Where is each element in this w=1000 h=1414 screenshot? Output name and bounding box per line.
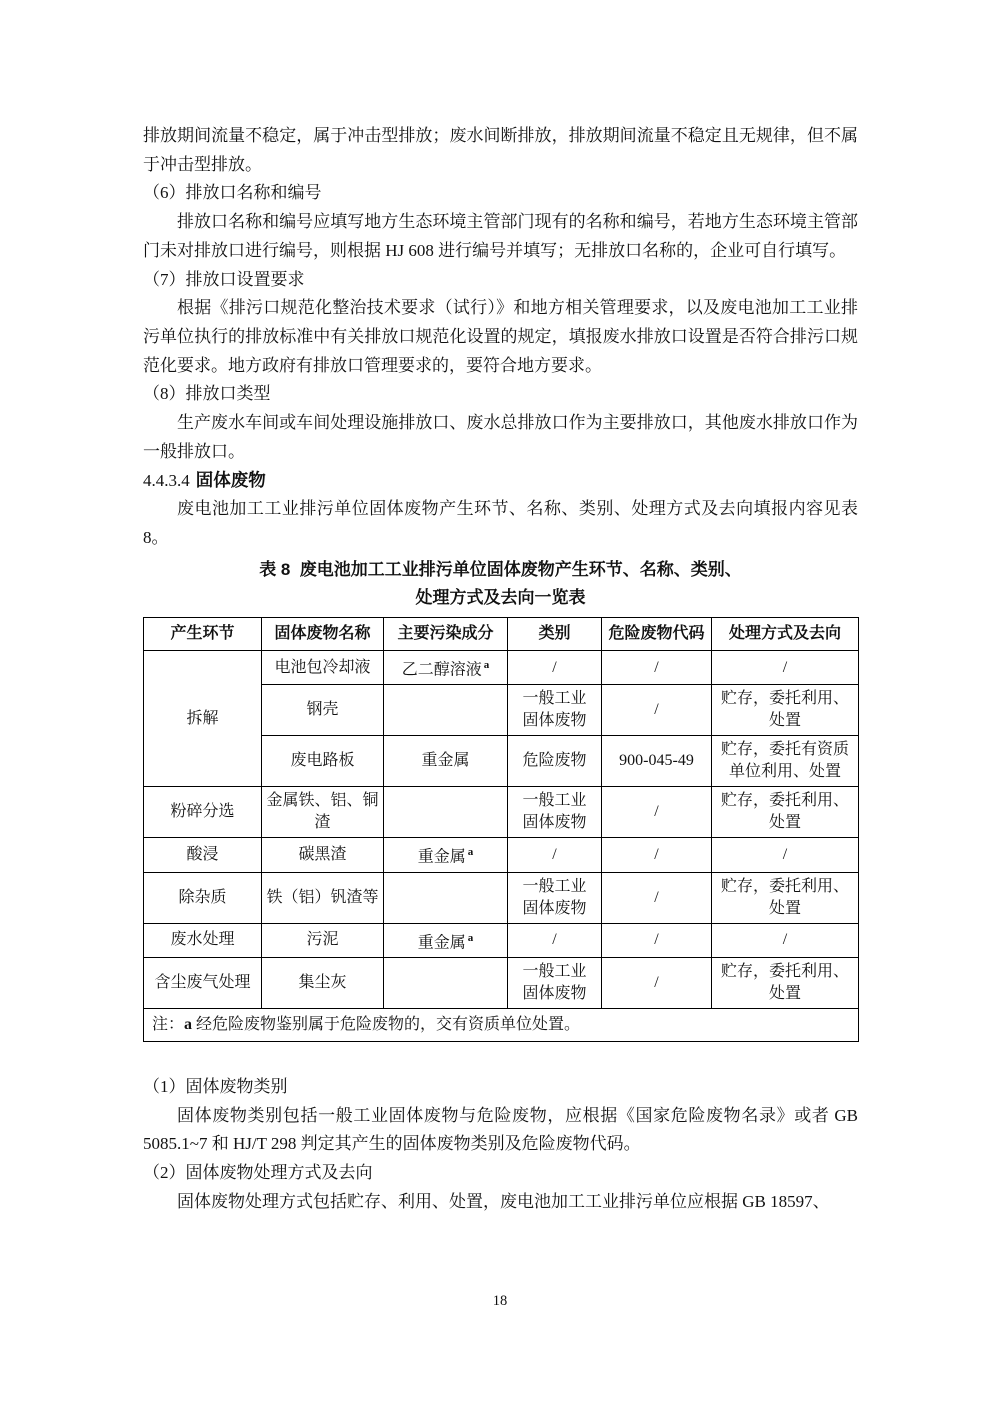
table-cell xyxy=(384,872,508,923)
table-cell: 重金属 $^a$ xyxy=(384,923,508,957)
section-number: 4.4.3.4 xyxy=(143,471,190,491)
table-cell: 含尘废气处理 xyxy=(144,957,262,1008)
footnote-marker: a xyxy=(184,1015,193,1033)
table-cell: 危险废物 xyxy=(508,736,602,787)
table-cell: / xyxy=(602,872,712,923)
table-cell: 一般工业固体废物 xyxy=(508,872,602,923)
table-cell: 重金属 $^a$ xyxy=(384,838,508,872)
table-row xyxy=(144,923,859,957)
table-cell: 贮存，委托利用、处置 xyxy=(712,957,859,1008)
table-header-cell: 主要污染成分 xyxy=(384,617,508,650)
table-row xyxy=(144,650,859,684)
table-cell: 金属铁、铝、铜渣 xyxy=(262,787,384,838)
table-cell: / xyxy=(712,923,859,957)
table-cell: 废电路板 xyxy=(262,736,384,787)
table-row xyxy=(144,872,859,923)
table-cell: 乙二醇溶液 $^a$ xyxy=(384,650,508,684)
table-cell: 酸浸 xyxy=(144,838,262,872)
table-cell: 贮存，委托利用、处置 xyxy=(712,872,859,923)
footnote-marker: a xyxy=(467,931,474,944)
table-cell: 粉碎分选 xyxy=(144,787,262,838)
paragraph: 固体废物类别包括一般工业固体废物与危险废物，应根据《国家危险废物名录》或者 GB 5085.1~7 和 HJ/T 298 判定其产生的固体废物类别及危险废物代码。 xyxy=(143,1105,858,1154)
table-cell: 贮存，委托利用、处置 xyxy=(712,787,859,838)
table-cell: / xyxy=(508,650,602,684)
table-cell: 废水处理 xyxy=(144,923,262,957)
paragraph: 根据《排污口规范化整治技术要求（试行）》和地方相关管理要求，以及废电池加工工业排污单位执行的排放标准中有关排放口规范化设置的规定，填报废水排放口设置是否符合排污口规范化要求。地方政府有排放口管理要求的，要符合地方要求。 xyxy=(143,298,858,375)
section-intro-paragraph: 废电池加工工业排污单位固体废物产生环节、名称、类别、处理方式及去向填报内容见表 8。 xyxy=(143,499,858,548)
table-cell: 污泥 xyxy=(262,923,384,957)
page-number: 18 xyxy=(492,1293,508,1309)
table-cell: / xyxy=(712,650,859,684)
table-cell: 一般工业固体废物 xyxy=(508,957,602,1008)
table-cell: 贮存，委托利用、处置 xyxy=(712,685,859,736)
table-row xyxy=(144,838,859,872)
table-cell: / xyxy=(602,957,712,1008)
paragraph: （2）固体废物处理方式及去向 xyxy=(143,1162,373,1182)
table-note-cell: 注：a 经危险废物鉴别属于危险废物的，交有资质单位处置。 xyxy=(144,1008,859,1041)
table-cell: 拆解 xyxy=(144,650,262,786)
table-cell: / xyxy=(712,838,859,872)
table-cell: / xyxy=(602,787,712,838)
table-header-cell: 产生环节 xyxy=(144,617,262,650)
table-caption-line1: 表 8 废电池加工工业排污单位固体废物产生环节、名称、类别、 xyxy=(259,559,742,579)
table-header-cell: 固体废物名称 xyxy=(262,617,384,650)
table-note-row xyxy=(144,1008,859,1041)
table-caption xyxy=(143,556,858,612)
footnote-marker: a xyxy=(467,846,474,859)
table-cell xyxy=(384,957,508,1008)
table-row xyxy=(144,787,859,838)
paragraph: 排放口名称和编号应填写地方生态环境主管部门现有的名称和编号，若地方生态环境主管部门未对排放口进行编号，则根据 HJ 608 进行编号并填写；无排放口名称的，企业可自行填写。 xyxy=(143,212,858,260)
table-cell: / xyxy=(602,650,712,684)
table-cell: 除杂质 xyxy=(144,872,262,923)
bottom-paragraphs xyxy=(143,1073,858,1217)
table-caption-line2: 处理方式及去向一览表 xyxy=(415,587,586,607)
table-cell: / xyxy=(602,685,712,736)
table-cell: 电池包冷却液 xyxy=(262,650,384,684)
table-cell: 铁（铝）钒渣等 xyxy=(262,872,384,923)
table-cell: 一般工业固体废物 xyxy=(508,685,602,736)
paragraph: 排放期间流量不稳定，属于冲击型排放；废水间断排放，排放期间流量不稳定且无规律，但不属于冲击型排放。 xyxy=(143,126,858,174)
section-title: 固体废物 xyxy=(195,470,266,491)
table-cell: 重金属 xyxy=(384,736,508,787)
table-header-row xyxy=(144,617,859,650)
table-cell: 碳黑渣 xyxy=(262,838,384,872)
table-cell: 一般工业固体废物 xyxy=(508,787,602,838)
paragraph: （6）排放口名称和编号 xyxy=(143,183,322,203)
paragraph: （1）固体废物类别 xyxy=(143,1076,288,1096)
paragraph: （7）排放口设置要求 xyxy=(143,269,305,289)
table-cell: / xyxy=(508,838,602,872)
solid-waste-table xyxy=(143,617,859,1042)
paragraph: 固体废物处理方式包括贮存、利用、处置，废电池加工工业排污单位应根据 GB 18597、 xyxy=(177,1191,830,1211)
table-header-cell: 类别 xyxy=(508,617,602,650)
paragraph: （8）排放口类型 xyxy=(143,384,271,404)
table-cell xyxy=(384,685,508,736)
page-content xyxy=(143,122,858,1216)
top-paragraphs xyxy=(143,122,858,466)
table-cell: / xyxy=(602,923,712,957)
table-cell xyxy=(384,787,508,838)
table-cell: 集尘灰 xyxy=(262,957,384,1008)
table-cell: 钢壳 xyxy=(262,685,384,736)
section-heading xyxy=(143,466,858,495)
table-cell: 900-045-49 xyxy=(602,736,712,787)
paragraph: 生产废水车间或车间处理设施排放口、废水总排放口作为主要排放口，其他废水排放口作为一般排放口。 xyxy=(143,413,858,461)
table-cell: 贮存，委托有资质单位利用、处置 xyxy=(712,736,859,787)
footnote-marker: a xyxy=(483,658,490,671)
table-header-cell: 危险废物代码 xyxy=(602,617,712,650)
table-cell: / xyxy=(602,838,712,872)
table-header-cell: 处理方式及去向 xyxy=(712,617,859,650)
table-cell: / xyxy=(508,923,602,957)
table-row xyxy=(144,957,859,1008)
